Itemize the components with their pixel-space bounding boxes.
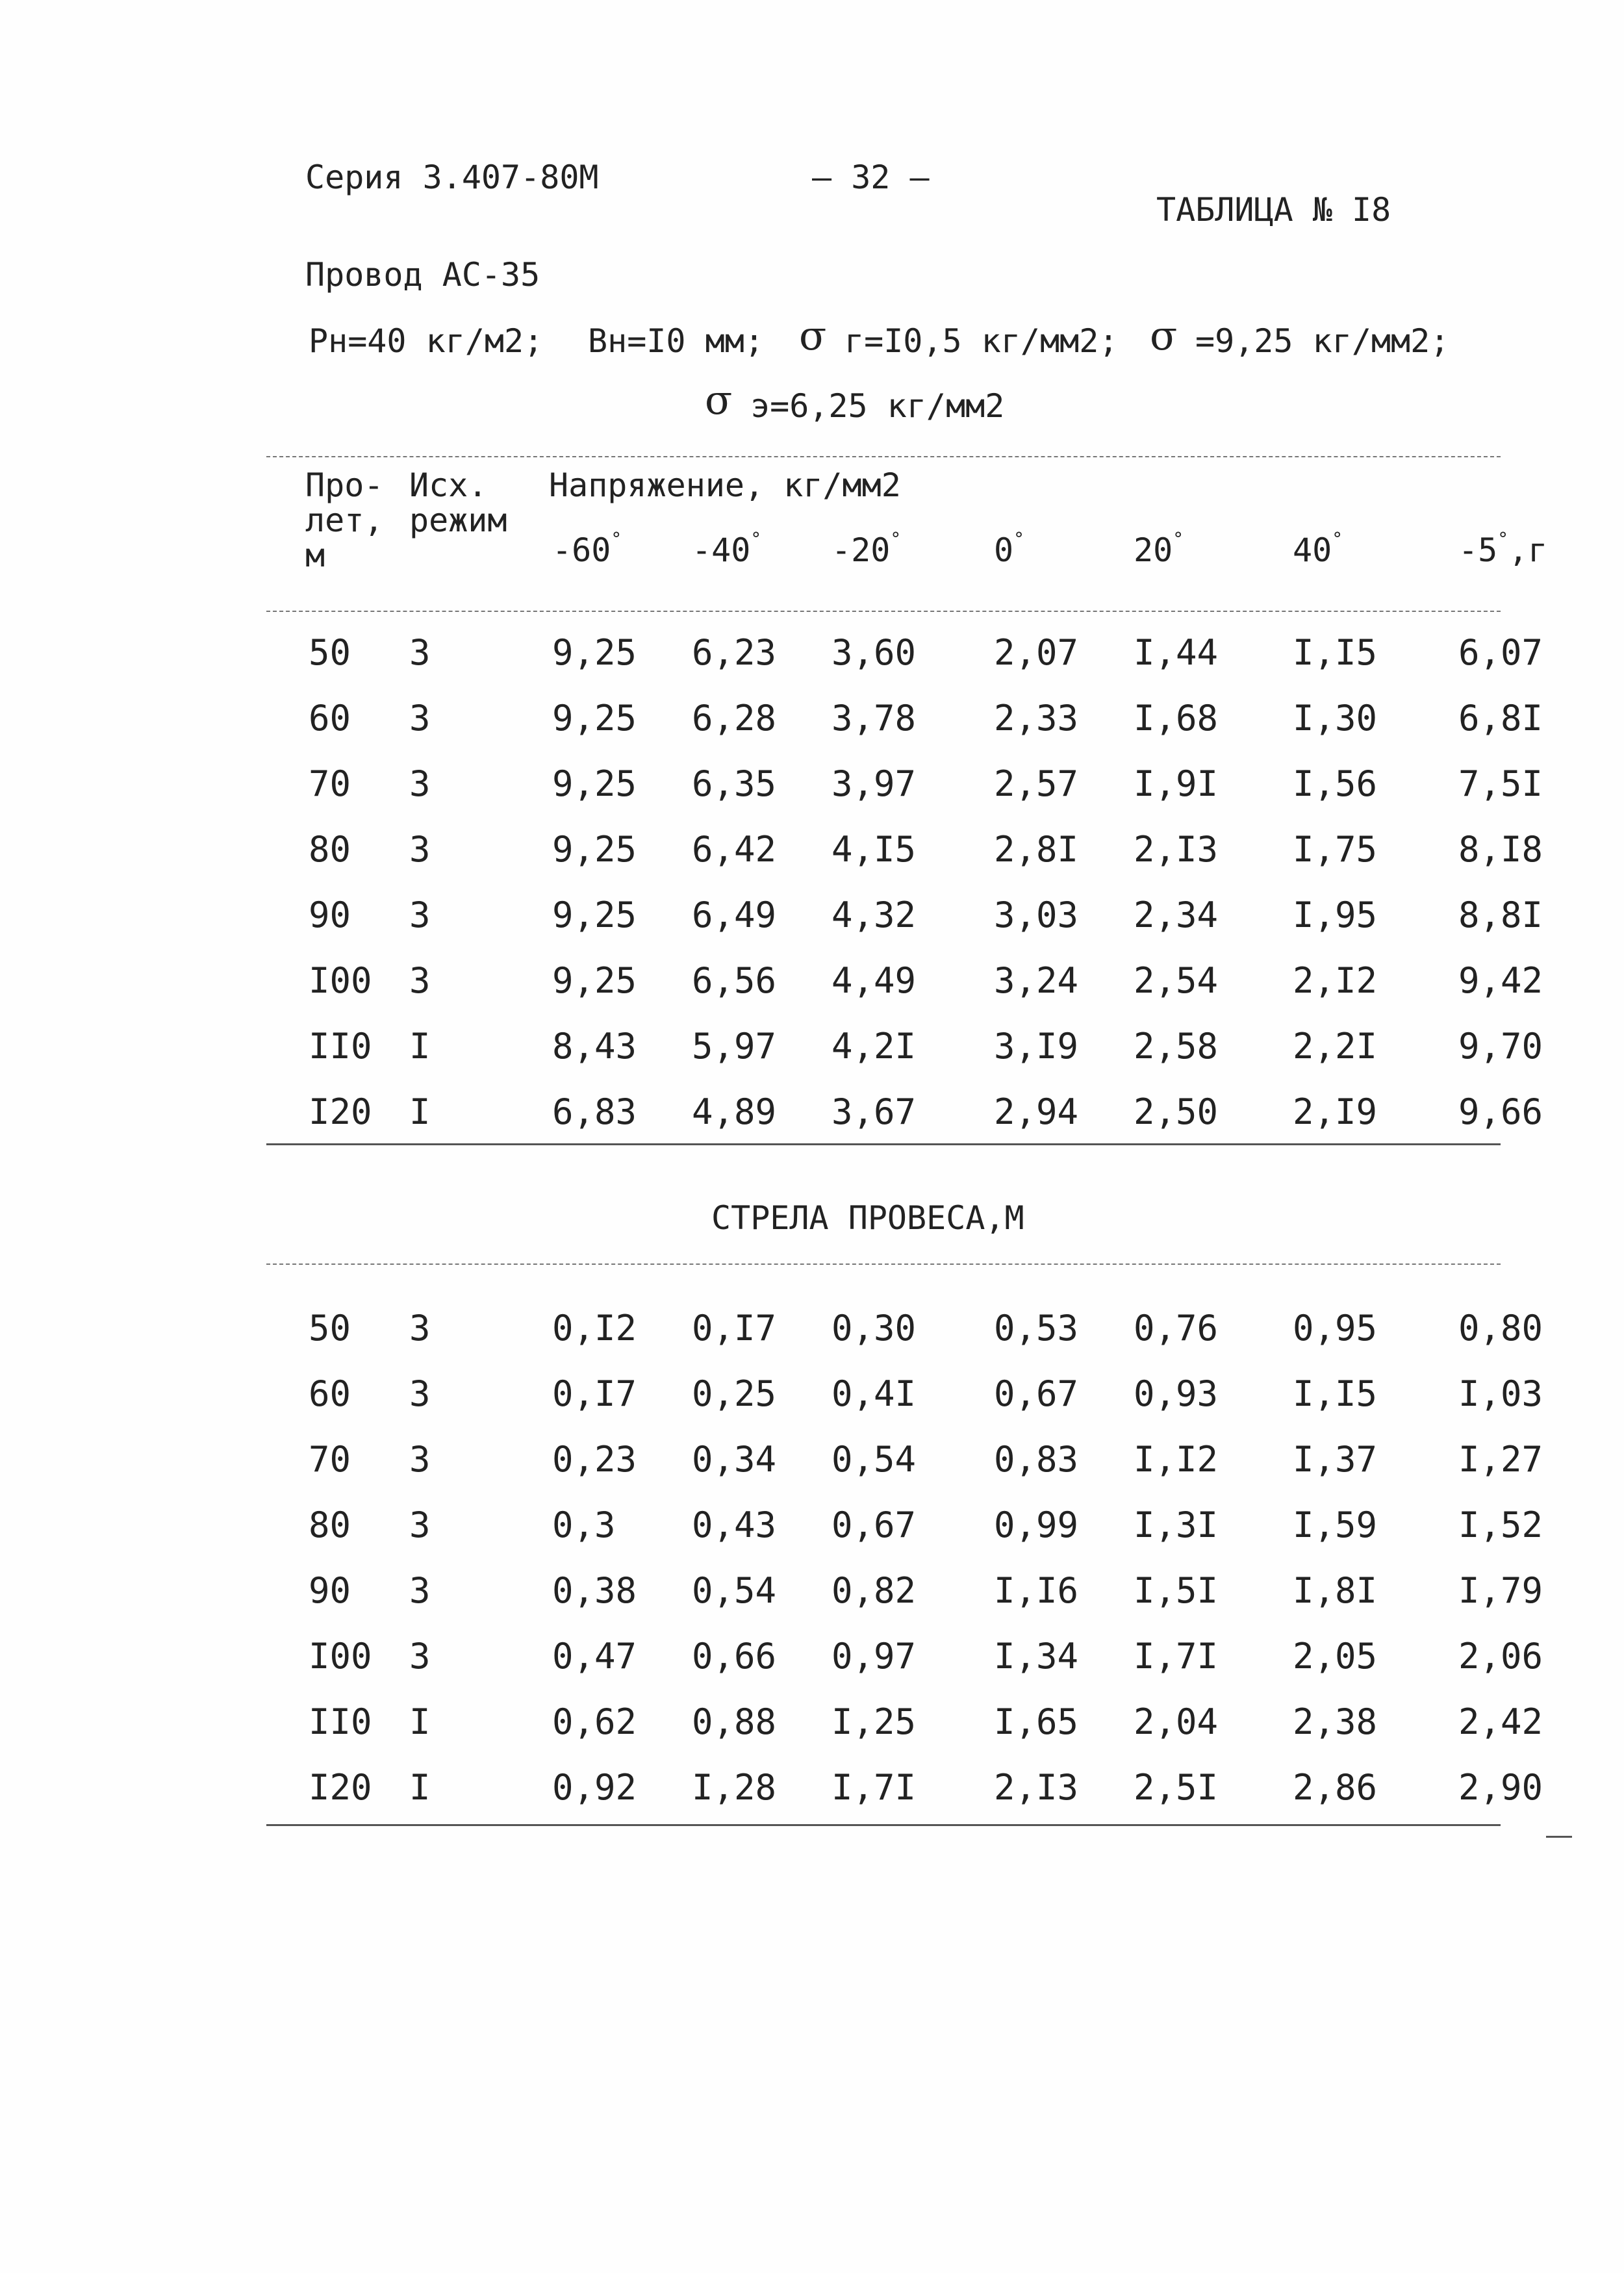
value-cell: 8,43	[552, 1026, 637, 1067]
value-cell: 0,92	[552, 1767, 637, 1808]
value-cell: I,95	[1293, 895, 1378, 935]
value-cell: I,30	[1293, 698, 1378, 739]
value-cell: 0,4I	[831, 1373, 917, 1414]
table-row	[0, 1503, 1624, 1548]
mode-cell: 3	[409, 632, 431, 673]
temp-header: 20°	[1134, 528, 1184, 569]
margin-mark	[1546, 1836, 1572, 1838]
value-cell: I,03	[1458, 1373, 1543, 1414]
table-row	[0, 1765, 1624, 1810]
span-cell: II0	[309, 1026, 372, 1067]
value-cell: 0,3	[552, 1505, 616, 1545]
span-cell: I00	[309, 960, 372, 1001]
value-cell: 2,90	[1458, 1767, 1543, 1808]
value-cell: I,59	[1293, 1505, 1378, 1545]
span-cell: 50	[309, 632, 351, 673]
header-mode-line2: режим	[409, 502, 507, 539]
header-span-line1: Про-	[305, 466, 384, 504]
value-cell: 0,93	[1134, 1373, 1219, 1414]
mode-cell: 3	[409, 960, 431, 1001]
value-cell: 0,53	[994, 1308, 1079, 1349]
mode-cell: I	[409, 1091, 431, 1132]
value-cell: 8,I8	[1458, 829, 1543, 870]
sigma-minus-symbol: σ	[1150, 312, 1178, 359]
mode-cell: I	[409, 1701, 431, 1742]
mode-cell: 3	[409, 1505, 431, 1545]
value-cell: 3,67	[831, 1091, 917, 1132]
value-cell: 0,25	[692, 1373, 777, 1414]
value-cell: I,56	[1293, 763, 1378, 804]
mode-cell: 3	[409, 895, 431, 935]
value-cell: I,I6	[994, 1570, 1079, 1611]
span-cell: 80	[309, 829, 351, 870]
sag-table-bottom-rule	[266, 1824, 1501, 1826]
table-row	[0, 630, 1624, 676]
value-cell: 6,8I	[1458, 698, 1543, 739]
conductor-label: Провод АС-35	[305, 256, 540, 294]
value-cell: I,I2	[1134, 1439, 1219, 1480]
value-cell: 2,I9	[1293, 1091, 1378, 1132]
span-cell: I20	[309, 1091, 372, 1132]
temp-header: -20°	[831, 528, 902, 569]
value-cell: 2,54	[1134, 960, 1219, 1001]
value-cell: 2,05	[1293, 1636, 1378, 1677]
load-param: Рн=40 кг/м2;	[309, 322, 544, 360]
mode-cell: I	[409, 1767, 431, 1808]
value-cell: 0,82	[831, 1570, 917, 1611]
table-row	[0, 1699, 1624, 1745]
value-cell: 0,66	[692, 1636, 777, 1677]
value-cell: I,7I	[831, 1767, 917, 1808]
value-cell: 9,42	[1458, 960, 1543, 1001]
span-cell: 60	[309, 698, 351, 739]
stress-table-bottom-rule	[266, 1143, 1501, 1145]
sigma-minus-param: =9,25 кг/мм2;	[1195, 322, 1450, 360]
mode-cell: 3	[409, 1439, 431, 1480]
span-cell: 70	[309, 763, 351, 804]
table-row	[0, 893, 1624, 938]
value-cell: 6,23	[692, 632, 777, 673]
page-number: – 32 –	[812, 159, 930, 196]
value-cell: I,37	[1293, 1439, 1378, 1480]
value-cell: 0,97	[831, 1636, 917, 1677]
value-cell: 0,83	[994, 1439, 1079, 1480]
table-row	[0, 1634, 1624, 1679]
span-cell: 70	[309, 1439, 351, 1480]
value-cell: 0,23	[552, 1439, 637, 1480]
value-cell: 6,07	[1458, 632, 1543, 673]
sigma-e-param: э=6,25 кг/мм2	[750, 387, 1005, 425]
value-cell: I,I5	[1293, 632, 1378, 673]
value-cell: 0,99	[994, 1505, 1079, 1545]
mode-cell: 3	[409, 1308, 431, 1349]
value-cell: 9,25	[552, 763, 637, 804]
value-cell: 9,25	[552, 698, 637, 739]
table-row	[0, 1568, 1624, 1614]
value-cell: 0,54	[831, 1439, 917, 1480]
value-cell: 0,43	[692, 1505, 777, 1545]
value-cell: 0,62	[552, 1701, 637, 1742]
value-cell: I,7I	[1134, 1636, 1219, 1677]
value-cell: I,27	[1458, 1439, 1543, 1480]
value-cell: I,79	[1458, 1570, 1543, 1611]
header-mode-line1: Исх.	[409, 466, 488, 504]
value-cell: I,75	[1293, 829, 1378, 870]
value-cell: 0,47	[552, 1636, 637, 1677]
value-cell: 2,50	[1134, 1091, 1219, 1132]
value-cell: 3,78	[831, 698, 917, 739]
value-cell: 2,42	[1458, 1701, 1543, 1742]
value-cell: 0,I2	[552, 1308, 637, 1349]
value-cell: 2,57	[994, 763, 1079, 804]
value-cell: I,44	[1134, 632, 1219, 673]
table-row	[0, 761, 1624, 807]
value-cell: 0,76	[1134, 1308, 1219, 1349]
span-cell: 90	[309, 895, 351, 935]
value-cell: 0,34	[692, 1439, 777, 1480]
value-cell: 2,94	[994, 1091, 1079, 1132]
mode-cell: 3	[409, 1570, 431, 1611]
value-cell: 2,06	[1458, 1636, 1543, 1677]
value-cell: 4,32	[831, 895, 917, 935]
value-cell: 6,35	[692, 763, 777, 804]
mode-cell: 3	[409, 1636, 431, 1677]
value-cell: 0,88	[692, 1701, 777, 1742]
value-cell: I,5I	[1134, 1570, 1219, 1611]
value-cell: I,25	[831, 1701, 917, 1742]
value-cell: 0,67	[831, 1505, 917, 1545]
value-cell: I,34	[994, 1636, 1079, 1677]
value-cell: 6,83	[552, 1091, 637, 1132]
span-cell: I20	[309, 1767, 372, 1808]
table-row	[0, 696, 1624, 741]
value-cell: 4,2I	[831, 1026, 917, 1067]
table-row	[0, 1089, 1624, 1135]
header-span-line2: лет,	[305, 502, 384, 539]
value-cell: 0,30	[831, 1308, 917, 1349]
value-cell: 2,04	[1134, 1701, 1219, 1742]
sag-title: СТРЕЛА ПРОВЕСА,М	[711, 1199, 1024, 1237]
mode-cell: I	[409, 1026, 431, 1067]
value-cell: 2,07	[994, 632, 1079, 673]
mode-cell: 3	[409, 698, 431, 739]
span-cell: 90	[309, 1570, 351, 1611]
series-label: Серия 3.407-80М	[305, 159, 599, 196]
table-top-rule	[266, 456, 1501, 457]
value-cell: 7,5I	[1458, 763, 1543, 804]
mode-cell: 3	[409, 829, 431, 870]
value-cell: 3,24	[994, 960, 1079, 1001]
sigma-g-symbol: σ	[799, 312, 827, 359]
table-row	[0, 1437, 1624, 1482]
value-cell: 9,25	[552, 960, 637, 1001]
span-cell: II0	[309, 1701, 372, 1742]
value-cell: 8,8I	[1458, 895, 1543, 935]
ice-param: Вн=I0 мм;	[588, 322, 764, 360]
span-cell: 60	[309, 1373, 351, 1414]
value-cell: 3,I9	[994, 1026, 1079, 1067]
value-cell: 2,5I	[1134, 1767, 1219, 1808]
value-cell: 9,25	[552, 895, 637, 935]
value-cell: 3,03	[994, 895, 1079, 935]
value-cell: I,52	[1458, 1505, 1543, 1545]
sigma-e-symbol: σ	[705, 376, 733, 424]
value-cell: 2,33	[994, 698, 1079, 739]
value-cell: 2,58	[1134, 1026, 1219, 1067]
value-cell: 2,34	[1134, 895, 1219, 935]
value-cell: 9,66	[1458, 1091, 1543, 1132]
table-row	[0, 1371, 1624, 1417]
value-cell: 3,60	[831, 632, 917, 673]
value-cell: 2,I3	[994, 1767, 1079, 1808]
table-row	[0, 1024, 1624, 1069]
value-cell: 2,I2	[1293, 960, 1378, 1001]
sag-top-rule	[266, 1263, 1501, 1265]
value-cell: 2,2I	[1293, 1026, 1378, 1067]
temp-header: -5°,г	[1458, 528, 1548, 569]
temp-header: 0°	[994, 528, 1024, 569]
value-cell: 0,I7	[692, 1308, 777, 1349]
value-cell: 2,86	[1293, 1767, 1378, 1808]
table-row	[0, 827, 1624, 872]
value-cell: 2,I3	[1134, 829, 1219, 870]
value-cell: 6,56	[692, 960, 777, 1001]
span-cell: 80	[309, 1505, 351, 1545]
value-cell: 0,I7	[552, 1373, 637, 1414]
value-cell: 6,28	[692, 698, 777, 739]
value-cell: 0,67	[994, 1373, 1079, 1414]
temp-header: -40°	[692, 528, 762, 569]
value-cell: 4,89	[692, 1091, 777, 1132]
temp-header: 40°	[1293, 528, 1343, 569]
value-cell: 5,97	[692, 1026, 777, 1067]
value-cell: I,68	[1134, 698, 1219, 739]
mode-cell: 3	[409, 763, 431, 804]
value-cell: I,3I	[1134, 1505, 1219, 1545]
table-row	[0, 958, 1624, 1004]
header-bottom-rule	[266, 611, 1501, 612]
value-cell: 9,25	[552, 632, 637, 673]
mode-cell: 3	[409, 1373, 431, 1414]
value-cell: 4,49	[831, 960, 917, 1001]
value-cell: 6,42	[692, 829, 777, 870]
value-cell: 2,8I	[994, 829, 1079, 870]
value-cell: 6,49	[692, 895, 777, 935]
value-cell: 3,97	[831, 763, 917, 804]
value-cell: I,I5	[1293, 1373, 1378, 1414]
value-cell: 0,54	[692, 1570, 777, 1611]
header-stress: Напряжение, кг/мм2	[549, 466, 901, 504]
value-cell: 4,I5	[831, 829, 917, 870]
temp-header: -60°	[552, 528, 622, 569]
value-cell: 9,70	[1458, 1026, 1543, 1067]
value-cell: 9,25	[552, 829, 637, 870]
value-cell: 2,38	[1293, 1701, 1378, 1742]
sigma-g-param: г=I0,5 кг/мм2;	[844, 322, 1119, 360]
table-number: ТАБЛИЦА № I8	[1156, 191, 1391, 229]
value-cell: I,8I	[1293, 1570, 1378, 1611]
value-cell: 0,80	[1458, 1308, 1543, 1349]
table-row	[0, 1306, 1624, 1351]
value-cell: I,9I	[1134, 763, 1219, 804]
value-cell: 0,95	[1293, 1308, 1378, 1349]
value-cell: I,28	[692, 1767, 777, 1808]
span-cell: I00	[309, 1636, 372, 1677]
span-cell: 50	[309, 1308, 351, 1349]
value-cell: 0,38	[552, 1570, 637, 1611]
value-cell: I,65	[994, 1701, 1079, 1742]
header-span-line3: м	[305, 537, 325, 574]
